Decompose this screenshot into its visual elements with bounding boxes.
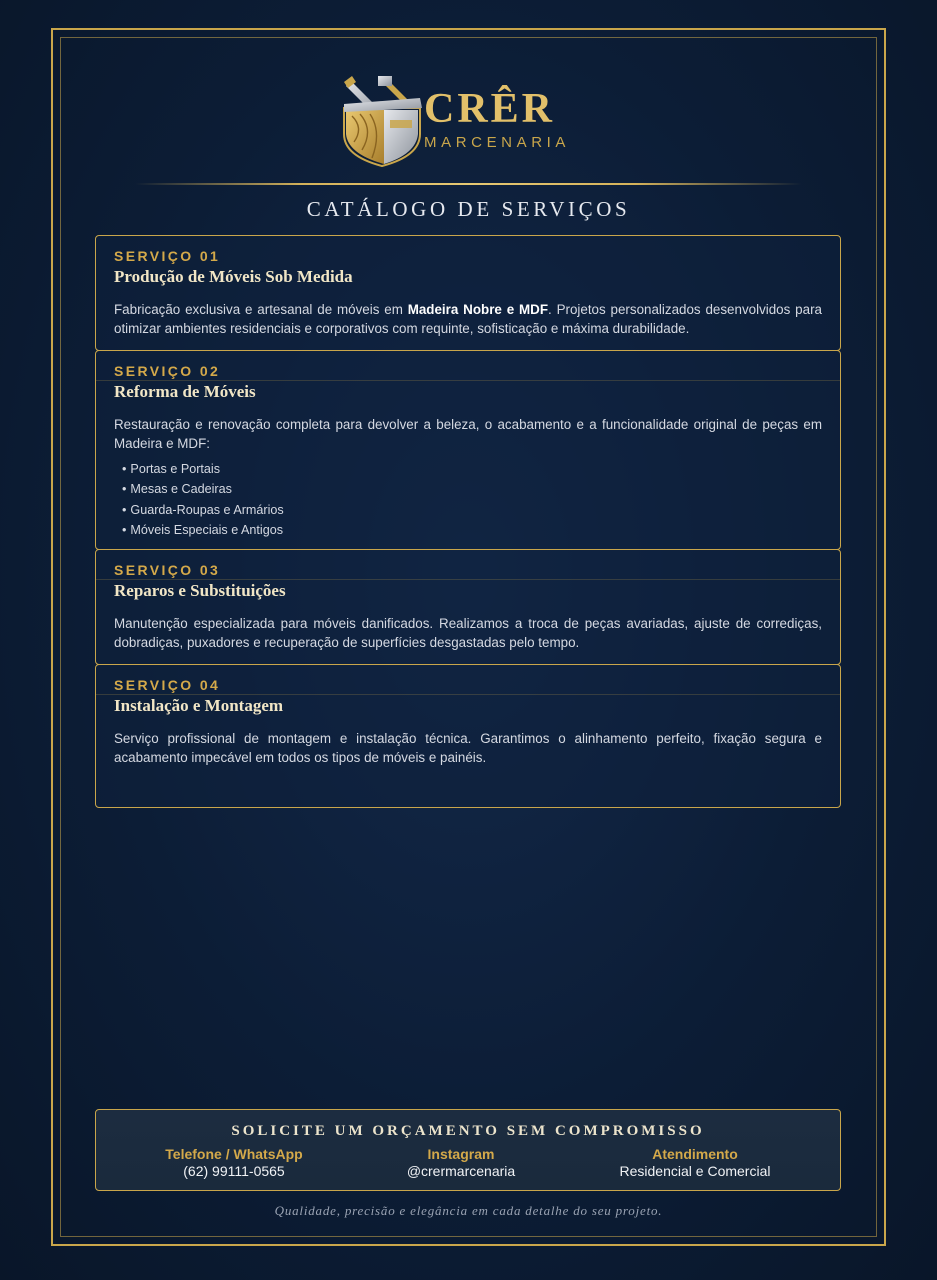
list-item: • Guarda-Roupas e Armários: [122, 500, 284, 520]
catalog-title: CATÁLOGO DE SERVIÇOS: [306, 197, 631, 221]
contact-service-type-label: Atendimento: [652, 1146, 738, 1162]
service-label: SERVIÇO 02: [114, 363, 221, 379]
service-description: Manutenção especializada para móveis danificados. Realizamos a troca de peças avariadas, ajuste de corrediças, dobradiças, puxadores e recuperação de superfícies desgastadas pelo tempo.: [114, 616, 822, 650]
service-card-04: [95, 664, 841, 808]
service-label: SERVIÇO 04: [114, 677, 221, 693]
list-item: • Mesas e Cadeiras: [122, 479, 284, 499]
service-title: Produção de Móveis Sob Medida: [114, 267, 353, 286]
shield-tools-icon: [342, 72, 426, 168]
service-label: SERVIÇO 01: [114, 248, 221, 264]
service-description: Serviço profissional de montagem e instalação técnica. Garantimos o alinhamento perfeito, fixação segura e acabamento impecável em todos os tipos de móveis e painéis.: [114, 731, 822, 765]
contact-instagram: [341, 1146, 581, 1180]
brand-subtitle: MARCENARIA: [424, 134, 571, 151]
contact-service-type-value: Residencial e Comercial: [619, 1163, 771, 1179]
brand-logo: [342, 72, 602, 168]
footer-tagline: Qualidade, precisão e elegância em cada detalhe do seu projeto.: [274, 1203, 663, 1218]
service-title: Reforma de Móveis: [114, 382, 256, 401]
service-card-01: [95, 235, 841, 351]
service-title: Instalação e Montagem: [114, 696, 284, 715]
list-item: • Portas e Portais: [122, 459, 284, 479]
service-description: Restauração e renovação completa para devolver a beleza, o acabamento e a funcionalidade original de peças em Madeira e MDF:: [114, 417, 822, 451]
brand-name: CRÊR: [424, 86, 556, 132]
contact-phone-label: Telefone / WhatsApp: [165, 1146, 303, 1162]
contact-instagram-label: Instagram: [427, 1146, 495, 1162]
contact-phone: [114, 1146, 354, 1180]
service-description: Fabricação exclusiva e artesanal de móveis em Madeira Nobre e MDF. Projetos personalizados desenvolvidos para otimizar ambientes residenciais e corporativos com requinte, sofisticação e máxima durabilidade.: [114, 302, 822, 336]
service-title: Reparos e Substituições: [114, 581, 286, 600]
service-label: SERVIÇO 03: [114, 562, 221, 578]
contact-phone-value[interactable]: (62) 99111-0565: [183, 1163, 285, 1179]
service-card-02: [95, 350, 841, 550]
service-item-list: [122, 459, 284, 540]
list-item: • Móveis Especiais e Antigos: [122, 520, 284, 540]
gold-divider: [135, 183, 802, 185]
service-description-highlight: Madeira Nobre e MDF: [407, 302, 548, 317]
quote-request-title: SOLICITE UM ORÇAMENTO SEM COMPROMISSO: [231, 1123, 705, 1139]
quote-request-box: [95, 1109, 841, 1191]
contact-instagram-value[interactable]: @crermarcenaria: [406, 1163, 516, 1179]
service-card-03: [95, 549, 841, 665]
contact-service-type: [575, 1146, 815, 1180]
